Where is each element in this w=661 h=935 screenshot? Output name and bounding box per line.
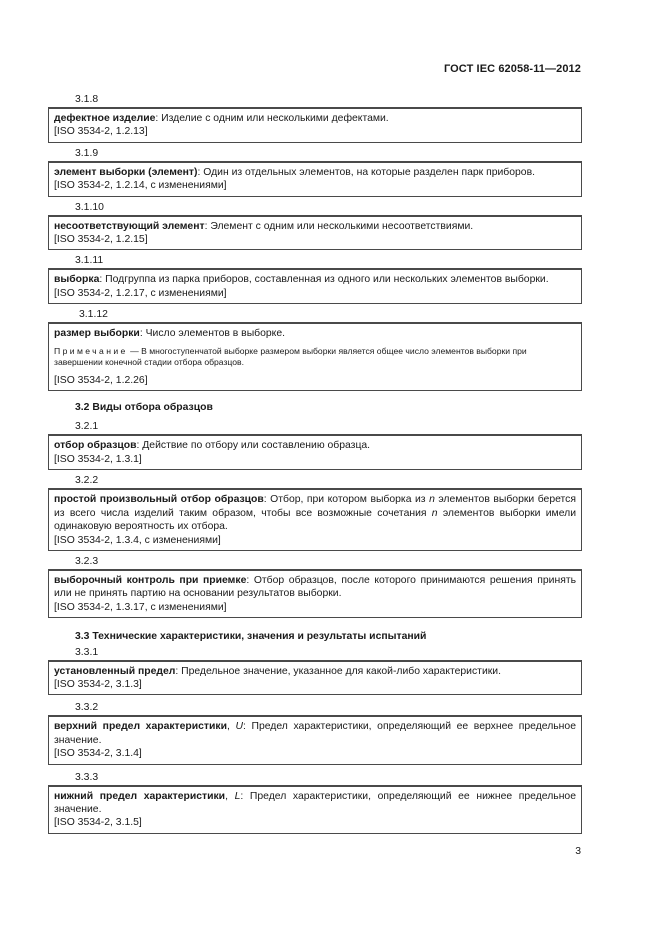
term-number: 3.1.12 bbox=[79, 309, 108, 321]
term-name: выборка bbox=[54, 274, 100, 286]
term-reference: [ISO 3534-2, 3.1.5] bbox=[54, 817, 142, 829]
term-reference: [ISO 3534-2, 1.2.14, с изменениями] bbox=[54, 180, 227, 192]
term-box bbox=[48, 322, 582, 391]
term-name: верхний предел характеристики bbox=[54, 721, 227, 733]
term-reference: [ISO 3534-2, 1.3.4, с изменениями] bbox=[54, 534, 221, 546]
term-reference: [ISO 3534-2, 1.3.1] bbox=[54, 453, 142, 465]
term-number: 3.1.8 bbox=[75, 94, 99, 105]
term-separator: , bbox=[227, 721, 236, 733]
term-definition: : Изделие с одним или несколькими дефектами. bbox=[155, 113, 389, 124]
term-definition: : Отбор образцов, после которого принимаются решения принять или не принять партию на основании результатов выборки. bbox=[54, 574, 577, 600]
term-box bbox=[48, 434, 582, 470]
term-number: 3.2.2 bbox=[75, 475, 99, 487]
term-name: установленный предел bbox=[54, 665, 176, 677]
term-name: размер выборки bbox=[54, 328, 140, 340]
term-symbol: U bbox=[235, 721, 244, 733]
term-definition: : Предел характеристики, определяющий ее нижнее предельное значение. bbox=[54, 790, 576, 815]
term-definition: : Элемент с одним или несколькими несоответствиями. bbox=[204, 220, 474, 232]
term-definition: : Действие по отбору или составлению образца. bbox=[136, 440, 371, 452]
term-box bbox=[48, 660, 582, 696]
term-reference: [ISO 3534-2, 1.2.26] bbox=[54, 374, 148, 386]
page-number: 3 bbox=[575, 846, 581, 857]
term-number: 3.1.9 bbox=[75, 147, 99, 159]
term-name: простой произвольный отбор образцов bbox=[54, 494, 264, 506]
term-box bbox=[48, 268, 582, 304]
term-reference: [ISO 3534-2, 1.2.13] bbox=[54, 126, 148, 138]
section-title: 3.3 Технические характеристики, значения и результаты испытаний bbox=[75, 631, 427, 643]
term-definition-part: элементов выборки берется из всего числа изделий таким образом, чтобы все возможные сочетания bbox=[54, 494, 576, 519]
term-symbol: n bbox=[431, 507, 438, 519]
term-number: 3.2.3 bbox=[75, 555, 99, 567]
term-definition-part: элементов выборки имели одинаковую вероятность их отбора. bbox=[54, 507, 576, 533]
document-header: ГОСТ IEC 62058-11—2012 bbox=[443, 63, 581, 75]
section-title: 3.2 Виды отбора образцов bbox=[75, 402, 213, 414]
term-number: 3.1.10 bbox=[75, 201, 104, 213]
term-separator: , bbox=[225, 790, 235, 802]
term-definition: : Один из отдельных элементов, на которые разделен парк приборов. bbox=[197, 166, 535, 178]
term-name: нижний предел характеристики bbox=[54, 790, 226, 802]
term-number: 3.3.1 bbox=[75, 646, 99, 658]
term-box bbox=[48, 107, 582, 143]
term-name: элемент выборки (элемент) bbox=[54, 166, 198, 178]
term-box bbox=[48, 569, 582, 618]
term-reference: [ISO 3534-2, 3.1.3] bbox=[54, 678, 142, 690]
term-definition: : Число элементов в выборке. bbox=[139, 328, 286, 340]
term-box bbox=[48, 161, 582, 197]
term-definition: : Предел характеристики, определяющий ее верхнее предельное значение. bbox=[54, 721, 576, 746]
term-number: 3.1.11 bbox=[75, 255, 104, 267]
note-label: Примечание bbox=[54, 345, 128, 356]
term-box bbox=[48, 785, 582, 834]
term-name: несоответствующий элемент bbox=[54, 220, 205, 232]
term-name: дефектное изделие bbox=[54, 113, 156, 124]
term-symbol: n bbox=[429, 494, 435, 506]
term-reference: [ISO 3534-2, 3.1.4] bbox=[54, 748, 142, 760]
term-box bbox=[48, 215, 582, 251]
term-definition: : Подгруппа из парка приборов, составленная из одного или нескольких элементов выборки. bbox=[99, 274, 549, 286]
term-reference: [ISO 3534-2, 1.2.15] bbox=[54, 234, 148, 246]
term-definition-part: : Отбор, при котором выборка из bbox=[263, 494, 430, 506]
document-content bbox=[48, 93, 582, 838]
term-number: 3.3.3 bbox=[75, 771, 99, 783]
term-number: 3.2.1 bbox=[75, 421, 99, 433]
term-box bbox=[48, 715, 582, 764]
term-note bbox=[54, 346, 576, 368]
term-symbol: L bbox=[234, 790, 241, 802]
term-box bbox=[48, 488, 582, 551]
term-reference: [ISO 3534-2, 1.2.17, с изменениями] bbox=[54, 287, 227, 299]
term-name: выборочный контроль при приемке bbox=[54, 574, 247, 586]
note-text: — В многоступенчатой выборке размером выборки является общее число элементов выборки при завершении конечной стадии отбора образцов. bbox=[54, 345, 527, 367]
term-name: отбор образцов bbox=[54, 440, 137, 452]
term-number: 3.3.2 bbox=[75, 702, 99, 714]
term-reference: [ISO 3534-2, 1.3.17, с изменениями] bbox=[54, 601, 227, 613]
term-definition: : Предельное значение, указанное для какой-либо характеристики. bbox=[175, 665, 501, 677]
